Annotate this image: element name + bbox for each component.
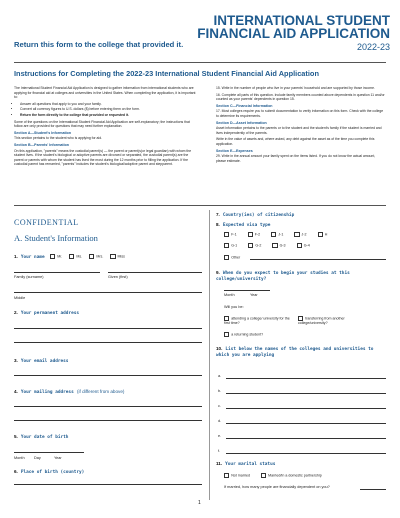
will-you-be-label: Will you be:: [224, 305, 244, 309]
college-d-letter: d.: [218, 419, 222, 423]
section-d-text-2: Write in the value of assets and, where asked, any debt against the asset as of the time you complete this application.: [216, 137, 375, 146]
section-d-heading: Section D—Asset Information: [216, 120, 267, 125]
college-e-field[interactable]: [226, 438, 386, 439]
q9-label: [216, 270, 400, 282]
instruction-15: 15. Write in the number of people who live in your parents' household and are supported by those income.: [216, 86, 375, 90]
permanent-address-line-2[interactable]: [14, 342, 202, 343]
mailing-address-line-1[interactable]: [14, 406, 202, 407]
first-time-option: [224, 316, 296, 325]
email-field[interactable]: [14, 375, 202, 376]
dob-month-caption: Month: [14, 456, 25, 460]
visa-j1-label: J-1: [278, 232, 284, 237]
bullet-item: • Return the form directly to the college that provided or requested it.: [20, 113, 196, 118]
q4-number: 4.: [14, 389, 18, 394]
section-c-heading: Section C—Financial Information: [216, 103, 273, 108]
title-mrs-label: Mrs.: [96, 254, 104, 259]
visa-j1-checkbox[interactable]: [271, 232, 276, 237]
q5-label: [14, 434, 68, 440]
start-date-field[interactable]: [224, 290, 270, 291]
form-title-line2: FINANCIAL AID APPLICATION: [197, 26, 390, 41]
q5-number: 5.: [14, 434, 18, 439]
visa-g3-label: G-3: [279, 243, 286, 248]
q7-text: Country(ies) of citizenship: [222, 213, 295, 218]
q8-number: 8.: [216, 222, 220, 227]
q1-title-options: [50, 254, 125, 259]
page-number: 1: [198, 500, 201, 506]
q10-number: 10.: [216, 346, 223, 351]
middle-name-caption: Middle: [14, 296, 26, 300]
college-c-field[interactable]: [226, 408, 386, 409]
title-ms-checkbox[interactable]: [69, 254, 74, 259]
place-of-birth-field[interactable]: [14, 484, 202, 485]
q7-label: [216, 212, 294, 218]
instruction-29: 29. Write in the annual amount your family spent on the items listed. If you do not know the actual amount, please estimate.: [216, 154, 376, 163]
q2-text: Your permanent address: [20, 311, 79, 316]
form-column-divider: [209, 210, 210, 500]
marital-options: [224, 473, 322, 478]
first-time-label: attending a college/ university for the first time?: [224, 316, 290, 326]
dependents-question: If married, how many people are financially dependent on you?: [224, 485, 330, 489]
visa-options-row-1: [224, 232, 327, 237]
q9-number: 9.: [216, 270, 220, 275]
visa-g4-checkbox[interactable]: [297, 243, 302, 248]
instructions-title: Instructions for Completing the 2022-23 International Student Financial Aid Application: [14, 69, 319, 78]
q7-number: 7.: [216, 212, 220, 217]
q4-label: [14, 389, 124, 395]
college-a-letter: a.: [218, 374, 222, 378]
college-b-field[interactable]: [226, 393, 386, 394]
visa-g1-checkbox[interactable]: [224, 243, 229, 248]
q5-text: Your date of birth: [20, 435, 69, 440]
college-f-letter: f.: [218, 449, 221, 453]
transferring-option: [298, 316, 370, 325]
section-a-heading: Section A—Student's Information: [14, 130, 72, 135]
visa-g2-label: G-2: [255, 243, 262, 248]
instruction-16: 16. Complete all parts of this question. Include family members counted above dependents in question 11 and/or counted as your parents' dependents in question 15.: [216, 92, 385, 102]
q3-number: 3.: [14, 358, 18, 363]
q6-number: 6.: [14, 469, 18, 474]
q10-label: [216, 346, 386, 358]
visa-g3-checkbox[interactable]: [272, 243, 277, 248]
title-miss-label: Miss: [117, 254, 125, 259]
mailing-address-line-2[interactable]: [14, 420, 202, 421]
visa-f2-label: F-2: [254, 232, 261, 237]
married-label: Married/In a domestic partnership: [268, 473, 322, 478]
section-a-title: A. Student's Information: [14, 233, 98, 243]
header-divider: [14, 62, 386, 63]
q6-label: [14, 469, 84, 475]
married-checkbox[interactable]: [261, 473, 266, 478]
visa-h-label: H: [324, 232, 328, 237]
q4-text: Your mailing address: [20, 390, 74, 395]
given-name-caption: Given (first): [108, 275, 128, 279]
q9-text: When do you expect to begin your studies at this college/university?: [216, 271, 350, 282]
college-a-field[interactable]: [226, 378, 386, 379]
q1-number: 1.: [14, 254, 18, 259]
start-year-caption: Year: [250, 293, 258, 297]
q11-text: Your marital status: [225, 462, 276, 467]
q8-label: [216, 222, 270, 228]
visa-f1-checkbox[interactable]: [224, 232, 229, 237]
q3-label: [14, 358, 68, 364]
q2-number: 2.: [14, 310, 18, 315]
bullet-item: • Answer all questions that apply to you and your family.: [20, 102, 196, 107]
visa-other-field[interactable]: [250, 259, 386, 260]
q11-number: 11.: [216, 461, 223, 466]
instructions-intro: The International Student Financial Aid Application is designed to gather information from international students who are applying for financial aid at colleges and universities in the United States. When completing the application, it is important to:: [14, 86, 196, 100]
given-name-field[interactable]: [108, 272, 202, 273]
section-d-text: Asset information pertains to the parents or to the student and the student's family if the student is married and lives independently of the parents.: [216, 126, 382, 135]
return-note: Return this form to the college that provided it.: [14, 40, 184, 49]
visa-other-checkbox[interactable]: [224, 255, 229, 260]
form-year: 2022-23: [356, 42, 390, 52]
title-ms-label: Ms.: [76, 254, 83, 259]
instructions-divider: [14, 205, 386, 206]
college-e-letter: e.: [218, 434, 222, 438]
permanent-address-line-1[interactable]: [14, 328, 202, 329]
title-mr-label: Mr.: [57, 254, 63, 259]
q4-subtext: (if different from above): [77, 389, 125, 394]
instructions-right-column: [216, 86, 386, 165]
dob-day-caption: Day: [34, 456, 41, 460]
section-b-heading: Section B—Parents' Information: [14, 142, 69, 147]
returning-option: [224, 332, 263, 337]
returning-label: a returning student?: [231, 332, 264, 337]
dependents-count-field[interactable]: [360, 489, 386, 490]
start-month-caption: Month: [224, 293, 235, 297]
college-f-field[interactable]: [226, 453, 386, 454]
not-married-label: Not married: [231, 473, 250, 478]
visa-h-checkbox[interactable]: [318, 232, 323, 237]
visa-j2-checkbox[interactable]: [294, 232, 299, 237]
title-mrs-checkbox[interactable]: [89, 254, 94, 259]
form-title-line1: INTERNATIONAL STUDENT: [213, 13, 390, 28]
dob-year-caption: Year: [54, 456, 62, 460]
visa-j2-label: J-2: [301, 232, 307, 237]
visa-options-row-2: [224, 243, 310, 248]
section-e-heading: Section E—Expenses: [216, 148, 253, 153]
transferring-label: transferring from another college/university?: [298, 316, 345, 326]
q3-text: Your email address: [20, 359, 69, 364]
instructions-bullets: [14, 102, 196, 118]
middle-name-field[interactable]: [14, 292, 202, 293]
visa-other-label: Other: [231, 255, 241, 260]
visa-g4-label: G-4: [303, 243, 310, 248]
q1-text: Your name: [20, 255, 45, 260]
college-d-field[interactable]: [226, 423, 386, 424]
visa-g2-checkbox[interactable]: [248, 243, 253, 248]
section-b-text: On this application, "parents" means the custodial parent(s) — the parent or parent(s)or legal guardian) with whom the student lives. If the student's biological or adoptive parents are divorced or separated, the custodial parent(s) are the parent or parents with whom the student has lived the most during the 12 months prior to filling the application. If the custodial parent has remarried, "parents" includes the student's biological/adoptive parent and stepparent.: [14, 148, 192, 167]
not-married-checkbox[interactable]: [224, 473, 229, 478]
family-name-caption: Family (surname): [14, 275, 44, 279]
confidential-label: CONFIDENTIAL: [14, 218, 79, 227]
visa-f2-checkbox[interactable]: [248, 232, 253, 237]
q2-label: [14, 310, 79, 316]
q10-text: List below the names of the colleges and universities to which you are applying: [216, 347, 374, 358]
returning-checkbox[interactable]: [224, 332, 229, 337]
q1-label: [14, 254, 45, 260]
dob-field[interactable]: [14, 452, 84, 453]
instructions-explanatory: Some of the questions on the International Student Financial Aid Application are self-explanatory; the instructions that follow are only provided for questions that may need further explanation.: [14, 119, 190, 129]
section-a-text: This section pertains to the student who is applying for aid.: [14, 136, 103, 141]
visa-g1-label: G-1: [231, 243, 238, 248]
q6-text: Place of birth (country): [20, 470, 85, 475]
college-c-letter: c.: [218, 404, 221, 408]
visa-f1-label: F-1: [231, 232, 237, 237]
family-name-field[interactable]: [14, 272, 100, 273]
q8-text: Expected visa type: [222, 223, 271, 228]
title-mr-checkbox[interactable]: [50, 254, 55, 259]
instructions-left-column: [14, 86, 196, 169]
q11-label: [216, 461, 275, 467]
bullet-item: • Convert all currency figures to U.S. dollars ($) before entering them on the form.: [20, 107, 196, 112]
college-b-letter: b.: [218, 389, 222, 393]
visa-other-option: [224, 255, 240, 260]
title-miss-checkbox[interactable]: [110, 254, 115, 259]
instruction-17: 17. Most colleges require you to submit documentation to verify information on this form. Check with the college to determine its requirements.: [216, 109, 384, 118]
